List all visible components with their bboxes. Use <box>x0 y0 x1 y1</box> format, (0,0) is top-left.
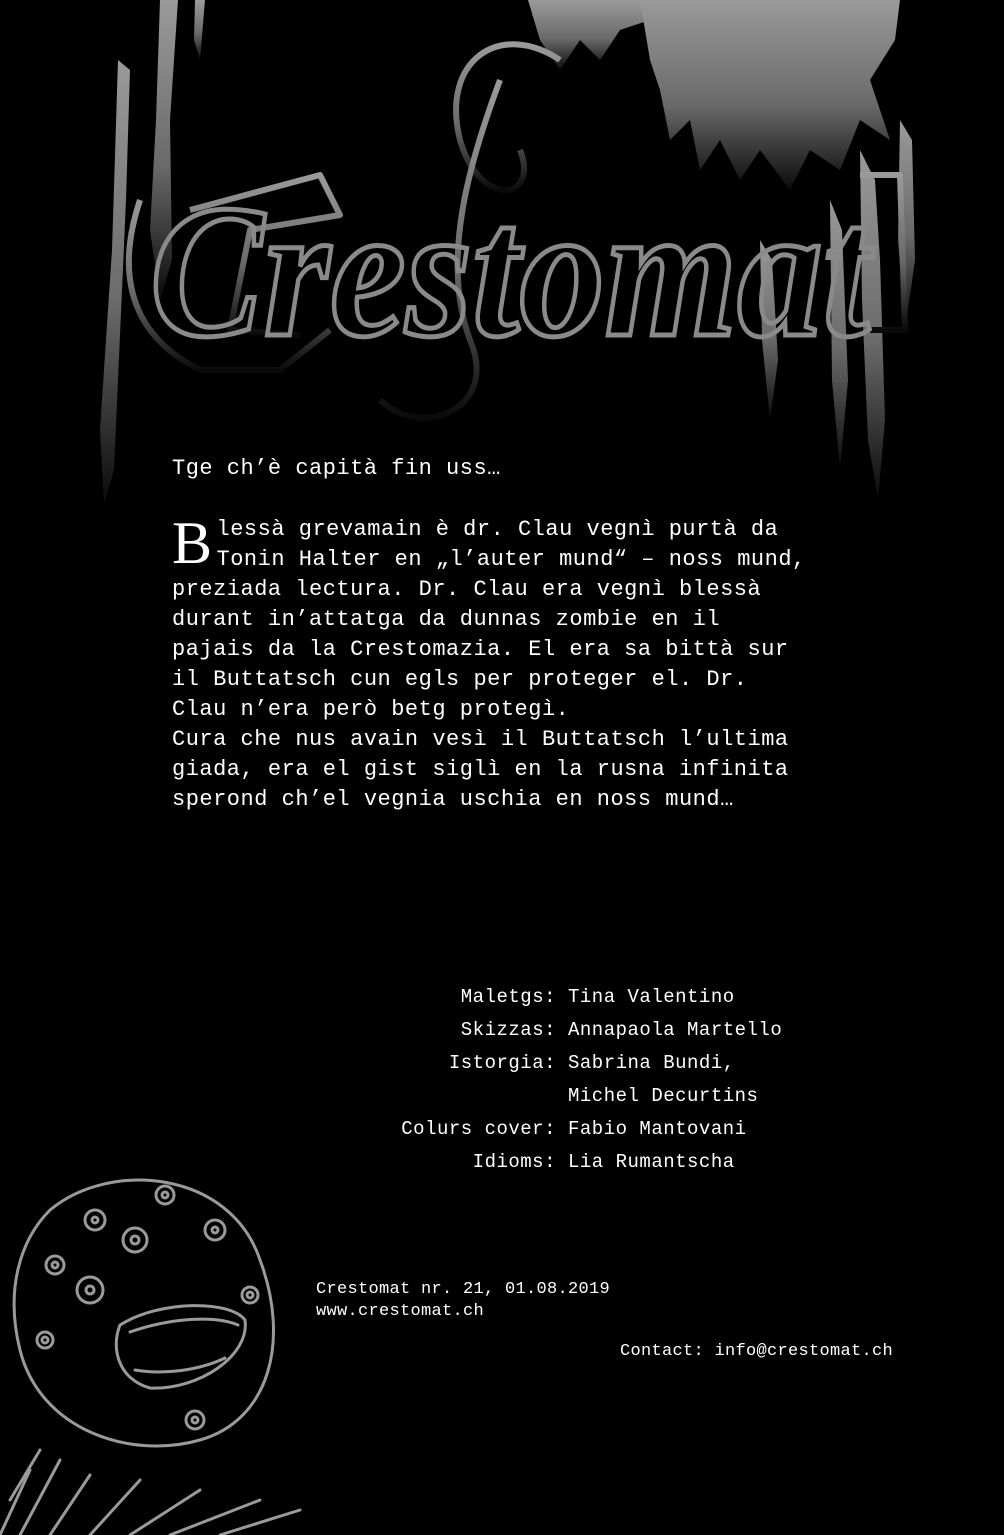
credit-name: Sabrina Bundi, <box>568 1051 735 1074</box>
credit-name: Lia Rumantscha <box>568 1150 735 1173</box>
eye-icon <box>242 1287 258 1303</box>
story-text <box>172 510 812 815</box>
credit-role: Idioms: <box>472 1150 556 1173</box>
credit-row <box>330 1112 782 1145</box>
credits-list <box>330 980 782 1178</box>
eye-icon <box>46 1256 64 1274</box>
credit-role: Skizzas: <box>460 1018 556 1041</box>
credit-row <box>330 1079 782 1112</box>
buttatsch-illustration <box>0 1170 330 1535</box>
credit-name: Annapaola Martello <box>568 1018 783 1041</box>
credit-name: Tina Valentino <box>568 985 735 1008</box>
credit-row <box>330 1145 782 1178</box>
eye-icon <box>85 1210 105 1230</box>
drop-cap: B <box>172 510 213 576</box>
eye-icon <box>123 1228 147 1252</box>
credit-role: Istorgia: <box>448 1051 556 1074</box>
eye-icon <box>186 1411 204 1429</box>
credit-name: Fabio Mantovani <box>568 1117 747 1140</box>
eye-icon <box>77 1277 103 1303</box>
credit-row <box>330 1046 782 1079</box>
credit-name: Michel Decurtins <box>568 1084 759 1107</box>
story-subtitle: Tge ch’è capità fin uss… <box>172 456 501 481</box>
credit-row <box>330 1013 782 1046</box>
issue-line: Crestomat nr. 21, 01.08.2019 <box>316 1280 611 1299</box>
logo-text: Crestomat <box>150 167 875 377</box>
story-paragraph-2: Cura che nus avain vesì il Buttatsch l’ultima giada, era el gist siglì en la rusna infinita sperond ch’el vegnia uschia en noss mund… <box>172 727 789 812</box>
credit-row <box>330 980 782 1013</box>
website-link[interactable]: www.crestomat.ch <box>316 1302 485 1321</box>
credit-role: Colurs cover: <box>401 1117 556 1140</box>
header-artwork <box>0 0 1004 520</box>
grass <box>0 1450 300 1535</box>
story-paragraph-1-text: lessà grevamain è dr. Clau vegnì purtà da Tonin Halter en „l’auter mund“ – noss mund, preziada lectura. Dr. Clau era vegnì blessà durant in’attatga da dunnas zombie en il pajais da la Crestomazia. El era sa bittà sur il Buttatsch cun egls per proteger el. Dr. Clau n’era però betg protegì. <box>172 517 806 722</box>
credit-role: Maletgs: <box>460 985 556 1008</box>
story-paragraph-1 <box>172 510 812 725</box>
creature-mouth <box>116 1306 245 1389</box>
eye-icon <box>205 1220 225 1240</box>
eye-icon <box>156 1186 174 1204</box>
eye-icon <box>37 1332 53 1348</box>
contact-email[interactable]: Contact: info@crestomat.ch <box>620 1342 894 1361</box>
issue-info <box>316 1279 610 1323</box>
